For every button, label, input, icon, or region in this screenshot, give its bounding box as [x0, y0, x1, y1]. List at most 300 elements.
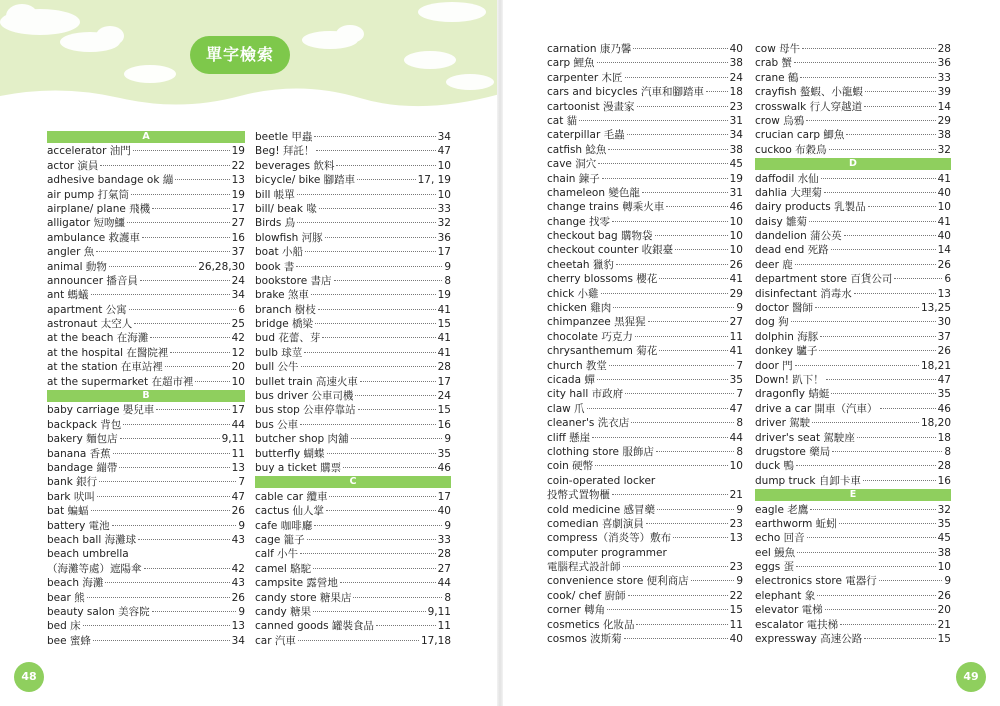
dot-leader: [315, 323, 436, 324]
entry-page: 36: [937, 57, 951, 70]
entry-term: electronics store 電器行: [755, 575, 877, 588]
index-entry: [547, 373, 743, 387]
index-entry: [255, 216, 451, 230]
dot-leader: [119, 467, 229, 468]
entry-page: 15: [437, 404, 451, 417]
dot-leader: [880, 408, 936, 409]
dot-leader: [863, 480, 936, 481]
entry-page: 28: [437, 361, 451, 374]
entry-term: drive a car 開車（汽車）: [755, 402, 878, 415]
dot-leader: [129, 309, 237, 310]
entry-page: 41: [937, 172, 951, 185]
entry-term: at the supermarket 在超市裡: [47, 375, 194, 388]
entry-term: disinfectant 消毒水: [755, 287, 852, 300]
dot-leader: [624, 638, 728, 639]
dot-leader: [831, 249, 936, 250]
dot-leader: [296, 266, 442, 267]
dot-leader: [795, 264, 936, 265]
entry-term: baby carriage 嬰兒車: [47, 404, 155, 417]
entry-page: 35: [729, 373, 743, 386]
index-entry: [255, 447, 451, 461]
dot-leader: [353, 597, 442, 598]
entry-term: beauty salon 美容院: [47, 605, 150, 618]
entry-term: at the hospital 在醫院裡: [47, 346, 169, 359]
entry-term: bill/ beak 喙: [255, 202, 317, 215]
entry-page: 20: [937, 604, 951, 617]
dot-leader: [800, 77, 935, 78]
entry-page: 31: [729, 186, 743, 199]
entry-page: 32: [437, 217, 451, 230]
entry-term: donkey 驢子: [755, 345, 818, 358]
index-entry: [755, 100, 951, 114]
entry-page: 9: [736, 302, 743, 315]
entry-term: checkout counter 收銀臺: [547, 244, 674, 257]
dot-leader: [824, 192, 936, 193]
dot-leader: [817, 595, 935, 596]
entry-term: bulb 球莖: [255, 346, 303, 359]
entry-term: dahlia 大理菊: [755, 186, 822, 199]
dot-leader: [642, 192, 728, 193]
index-entry: [755, 603, 951, 617]
dot-leader: [91, 294, 230, 295]
index-entry: [547, 287, 743, 301]
dot-leader: [631, 422, 734, 423]
index-entry: [255, 317, 451, 331]
index-entry: [255, 389, 451, 403]
entry-term: elevator 電梯: [755, 604, 823, 617]
dot-leader: [821, 178, 936, 179]
section-letter-c: C: [255, 476, 451, 488]
dot-leader: [633, 48, 727, 49]
entry-page: 9: [444, 260, 451, 273]
index-entry: [255, 130, 451, 144]
entry-page: 10: [729, 230, 743, 243]
entry-term: caterpillar 毛蟲: [547, 129, 625, 142]
index-entry: [547, 402, 743, 416]
entry-term: earthworm 蚯蚓: [755, 517, 837, 530]
dot-leader: [360, 381, 436, 382]
dot-leader: [865, 91, 936, 92]
entry-page: 40: [729, 43, 743, 55]
entry-term: announcer 播音員: [47, 274, 138, 287]
dot-leader: [840, 624, 935, 625]
index-entry: [755, 344, 951, 358]
entry-term: astronaut 太空人: [47, 318, 133, 331]
entry-page: 28: [937, 43, 951, 55]
index-entry: [255, 202, 451, 216]
index-entry: [47, 375, 245, 389]
dot-leader: [93, 640, 230, 641]
entry-term: coin-operated locker: [547, 474, 656, 487]
index-entry: [47, 346, 245, 360]
entry-page: 10: [937, 561, 951, 574]
entry-page: 11: [729, 618, 743, 631]
entry-term: beach umbrella: [47, 548, 129, 561]
dot-leader: [105, 582, 229, 583]
entry-term: apartment 公寓: [47, 303, 127, 316]
entry-page: 17: [231, 202, 245, 215]
dot-leader: [819, 350, 935, 351]
index-column-3: [547, 42, 743, 646]
entry-page: 8: [736, 417, 743, 430]
dot-leader: [195, 381, 229, 382]
dot-leader: [301, 366, 436, 367]
index-entry: [547, 359, 743, 373]
index-entry: [755, 474, 951, 488]
entry-term: cactus 仙人掌: [255, 505, 325, 518]
dot-leader: [595, 465, 728, 466]
entry-term: cave 洞穴: [547, 158, 597, 171]
entry-page: 41: [437, 332, 451, 345]
index-entry: [755, 589, 951, 603]
index-entry: [255, 346, 451, 360]
entry-page: 29: [937, 114, 951, 127]
entry-page: 37: [231, 246, 245, 259]
entry-term: cosmetics 化妝品: [547, 618, 635, 631]
entry-page: 35: [437, 447, 451, 460]
entry-term: bicycle/ bike 腳踏車: [255, 174, 356, 187]
index-entry: [47, 504, 245, 518]
entry-term: daffodil 水仙: [755, 172, 819, 185]
entry-page: 21: [937, 618, 951, 631]
dot-leader: [812, 422, 919, 423]
entry-page: 35: [937, 517, 951, 530]
dot-leader: [666, 206, 727, 207]
entry-page: 19: [437, 289, 451, 302]
entry-term: bandage 繃帶: [47, 461, 118, 474]
index-entry: [255, 634, 451, 648]
entry-page: 17: [437, 375, 451, 388]
dot-leader: [864, 638, 935, 639]
index-entry: [47, 475, 245, 489]
dot-leader: [857, 437, 936, 438]
entry-term: bus 公車: [255, 418, 299, 431]
dot-leader: [133, 150, 230, 151]
index-entry: [547, 71, 743, 85]
index-entry: [755, 517, 951, 531]
index-entry: [255, 245, 451, 259]
entry-term: banana 香蕉: [47, 447, 111, 460]
dot-leader: [612, 221, 728, 222]
index-entry: [255, 231, 451, 245]
index-entry: [547, 546, 743, 560]
entry-term: angler 魚: [47, 246, 95, 259]
index-entry: [755, 632, 951, 646]
dot-leader: [175, 179, 229, 180]
index-entry: [255, 619, 451, 633]
entry-term: checkout bag 購物袋: [547, 230, 653, 243]
entry-page: 40: [937, 186, 951, 199]
index-entry: [755, 287, 951, 301]
dot-leader: [357, 179, 415, 180]
dot-leader: [170, 352, 229, 353]
dot-leader: [340, 582, 436, 583]
entry-page: 11: [729, 330, 743, 343]
entry-term: ambulance 救護車: [47, 231, 141, 244]
entry-page: 44: [729, 431, 743, 444]
right-page: [500, 0, 1000, 706]
entry-page: 41: [729, 273, 743, 286]
dot-leader: [628, 595, 728, 596]
entry-page: 24: [437, 390, 451, 403]
index-entry: [755, 56, 951, 70]
index-column-2: [255, 130, 451, 648]
dot-leader: [607, 609, 728, 610]
index-entry: [47, 331, 245, 345]
dot-leader: [659, 278, 727, 279]
index-entry: [255, 576, 451, 590]
entry-term: cartoonist 漫畫家: [547, 100, 635, 113]
index-entry: [547, 128, 743, 142]
index-entry: [547, 387, 743, 401]
dot-leader: [609, 365, 734, 366]
entry-page: 19: [231, 188, 245, 201]
entry-term: computer programmer: [547, 546, 667, 559]
index-entry: [255, 519, 451, 533]
entry-term: bridge 橋梁: [255, 318, 314, 331]
entry-term: Birds 鳥: [255, 217, 296, 230]
dot-leader: [832, 451, 942, 452]
dot-leader: [142, 237, 230, 238]
dot-leader: [601, 293, 728, 294]
entry-page: 9: [444, 519, 451, 532]
index-entry: [47, 533, 245, 547]
entry-term: bus driver 公車司機: [255, 390, 354, 403]
entry-page: 27: [437, 562, 451, 575]
entry-page: 23: [729, 100, 743, 113]
entry-page: 19: [231, 145, 245, 158]
dot-leader: [311, 294, 436, 295]
index-entry: [547, 301, 743, 315]
entry-page: 16: [937, 474, 951, 487]
dot-leader: [623, 566, 728, 567]
entry-page: 13: [937, 287, 951, 300]
index-entry: [547, 344, 743, 358]
entry-page: 47: [729, 402, 743, 415]
entry-term: canned goods 罐裝食品: [255, 620, 374, 633]
entry-page: 37: [937, 330, 951, 343]
entry-page: 41: [729, 345, 743, 358]
index-entry: [755, 85, 951, 99]
index-entry: [755, 128, 951, 142]
index-entry: [255, 562, 451, 576]
index-entry: [547, 330, 743, 344]
index-entry: [755, 186, 951, 200]
dot-leader: [844, 235, 936, 236]
index-entry: [255, 173, 451, 187]
index-entry: [755, 315, 951, 329]
index-entry: [547, 243, 743, 257]
index-entry: [47, 403, 245, 417]
entry-page: 11: [231, 447, 245, 460]
entry-page: 15: [437, 318, 451, 331]
dot-leader: [316, 150, 435, 151]
dot-leader: [297, 222, 435, 223]
entry-page: 10: [437, 188, 451, 201]
entry-term: dandelion 蒲公英: [755, 230, 842, 243]
book-gutter: [497, 0, 503, 706]
entry-page: 34: [729, 129, 743, 142]
entry-page: 17, 19: [417, 174, 451, 187]
index-entry: [255, 360, 451, 374]
entry-page: 35: [937, 388, 951, 401]
dot-leader: [313, 611, 426, 612]
entry-page: 24: [231, 274, 245, 287]
index-entry: [47, 144, 245, 158]
index-entry: [547, 143, 743, 157]
index-entry: [255, 403, 451, 417]
dot-leader: [87, 597, 230, 598]
entry-page: 8: [736, 445, 743, 458]
entry-term: brake 煞車: [255, 289, 309, 302]
entry-page: 9: [238, 605, 245, 618]
entry-term: beverages 飲料: [255, 159, 335, 172]
entry-page: 11: [437, 620, 451, 633]
entry-page: 26,28,30: [198, 260, 245, 273]
index-entry: [755, 243, 951, 257]
section-letter-a: A: [47, 131, 245, 143]
entry-page: 23: [729, 517, 743, 530]
index-entry: [255, 605, 451, 619]
index-entry: [755, 359, 951, 373]
dot-leader: [109, 266, 196, 267]
entry-term: cliff 懸崖: [547, 431, 591, 444]
dot-leader: [99, 481, 236, 482]
dot-leader: [794, 62, 936, 63]
dot-leader: [305, 251, 436, 252]
dot-leader: [673, 537, 728, 538]
entry-page: 32: [937, 143, 951, 156]
index-entry: [547, 114, 743, 128]
dot-leader: [706, 91, 728, 92]
entry-page: 41: [937, 215, 951, 228]
entry-page: 33: [937, 71, 951, 84]
dot-leader: [806, 120, 935, 121]
entry-page: 19: [729, 172, 743, 185]
index-entry: [255, 418, 451, 432]
dot-leader: [307, 539, 436, 540]
page-number-left: 48: [14, 662, 44, 692]
dot-leader: [820, 336, 935, 337]
dot-leader: [864, 106, 936, 107]
dot-leader: [96, 251, 229, 252]
entry-term: crow 烏鴉: [755, 114, 805, 127]
entry-page: 7: [238, 476, 245, 489]
entry-page: 10: [437, 159, 451, 172]
entry-term: 電腦程式設計師: [547, 561, 621, 574]
dot-leader: [625, 393, 734, 394]
index-entry: [255, 547, 451, 561]
entry-page: 30: [937, 316, 951, 329]
entry-page: 17: [231, 404, 245, 417]
entry-term: cat 貓: [547, 114, 578, 127]
index-entry: [547, 603, 743, 617]
entry-term: cage 籠子: [255, 533, 305, 546]
index-entry: [47, 547, 245, 561]
index-entry: [755, 431, 951, 445]
entry-term: change 找零: [547, 215, 610, 228]
index-entry: [47, 591, 245, 605]
dot-leader: [597, 379, 728, 380]
entry-term: bill 帳單: [255, 188, 295, 201]
dot-leader: [113, 453, 230, 454]
entry-page: 18: [937, 431, 951, 444]
entry-term: dog 狗: [755, 316, 789, 329]
entry-page: 9,11: [427, 605, 451, 618]
index-entry: [755, 143, 951, 157]
index-entry: [755, 416, 951, 430]
index-entry: [547, 560, 743, 574]
entry-term: car 汽車: [255, 634, 296, 647]
entry-page: 17: [437, 246, 451, 259]
index-entry: [755, 215, 951, 229]
section-letter-d: D: [755, 158, 951, 170]
entry-term: cleaner's 洗衣店: [547, 417, 630, 430]
entry-page: 8: [444, 274, 451, 287]
entry-term: chrysanthemum 菊花: [547, 345, 658, 358]
index-entry: [547, 157, 743, 171]
entry-page: 39: [937, 86, 951, 99]
entry-term: book 書: [255, 260, 295, 273]
dot-leader: [134, 323, 229, 324]
entry-page: 10: [231, 375, 245, 388]
dot-leader: [326, 510, 436, 511]
entry-term: chicken 雞肉: [547, 302, 612, 315]
entry-term: cars and bicycles 汽車和腳踏車: [547, 86, 704, 99]
dot-leader: [659, 350, 727, 351]
entry-term: eel 鰻魚: [755, 546, 796, 559]
index-entry: [255, 274, 451, 288]
index-entry: [47, 490, 245, 504]
entry-page: 12: [231, 346, 245, 359]
entry-term: door 門: [755, 359, 793, 372]
entry-page: 9: [238, 519, 245, 532]
entry-term: cherry blossoms 櫻花: [547, 273, 658, 286]
index-entry: [255, 375, 451, 389]
entry-term: echo 回音: [755, 532, 805, 545]
index-entry: [47, 576, 245, 590]
index-entry: [755, 387, 951, 401]
index-entry: [547, 589, 743, 603]
index-entry: [547, 56, 743, 70]
index-entry: [47, 173, 245, 187]
entry-term: crane 鶴: [755, 71, 799, 84]
entry-page: 46: [437, 461, 451, 474]
dot-leader: [795, 365, 919, 366]
entry-term: dead end 死路: [755, 244, 829, 257]
entry-page: 7: [736, 388, 743, 401]
entry-page: 10: [937, 201, 951, 214]
entry-term: catfish 鯰魚: [547, 143, 607, 156]
dot-leader: [138, 539, 230, 540]
entry-page: 34: [231, 634, 245, 647]
dot-leader: [314, 525, 442, 526]
entry-page: 16: [231, 231, 245, 244]
dot-leader: [300, 424, 435, 425]
entry-term: boat 小船: [255, 246, 303, 259]
index-entry: [47, 461, 245, 475]
index-entry: [47, 159, 245, 173]
entry-term: bear 熊: [47, 591, 85, 604]
section-letter-b: B: [47, 390, 245, 402]
entry-page: 20: [231, 361, 245, 374]
section-letter-e: E: [755, 489, 951, 501]
entry-page: 17,18: [420, 634, 451, 647]
dot-leader: [83, 625, 230, 626]
index-column-4: [755, 42, 951, 646]
index-entry: [547, 488, 743, 502]
entry-page: 47: [937, 373, 951, 386]
